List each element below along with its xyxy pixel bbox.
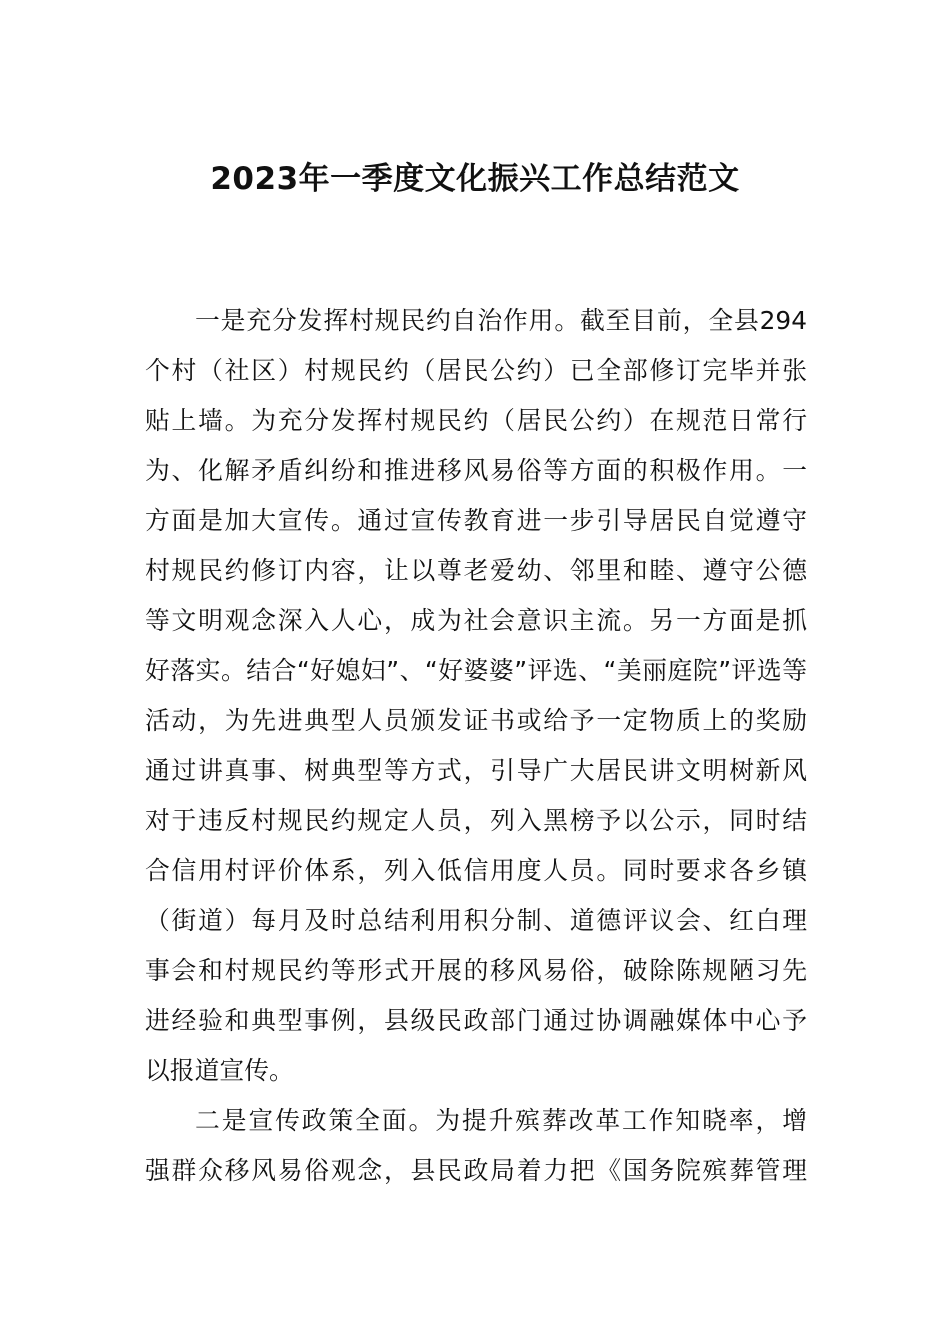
paragraph-line: 二是宣传政策全面。为提升殡葬改革工作知晓率，增: [195, 1106, 807, 1135]
paragraph-line: 等文明观念深入人心，成为社会意识主流。另一方面是抓: [145, 606, 807, 635]
paragraph-line: 事会和村规民约等形式开展的移风易俗，破除陈规陋习先: [145, 956, 807, 985]
paragraph-line: 为、化解矛盾纠纷和推进移风易俗等方面的积极作用。一: [145, 456, 807, 485]
document-title: 2023年一季度文化振兴工作总结范文: [210, 161, 740, 197]
paragraph-line: 一是充分发挥村规民约自治作用。截至目前，全县294: [195, 306, 807, 335]
paragraph-line: 贴上墙。为充分发挥村规民约（居民公约）在规范日常行: [145, 406, 807, 435]
paragraph-line: 以报道宣传。: [145, 1056, 294, 1085]
paragraph-line: 好落实。结合“好媳妇”、“好婆婆”评选、“美丽庭院”评选等: [145, 656, 807, 685]
paragraph-line: 对于违反村规民约规定人员，列入黑榜予以公示，同时结: [145, 806, 807, 835]
paragraph-1: [145, 296, 807, 1096]
paragraph-line: 个村（社区）村规民约（居民公约）已全部修订完毕并张: [145, 356, 807, 385]
paragraph-line: （街道）每月及时总结利用积分制、道德评议会、红白理: [145, 906, 807, 935]
document-body: [145, 296, 807, 1196]
paragraph-line: 通过讲真事、树典型等方式，引导广大居民讲文明树新风: [145, 756, 807, 785]
paragraph-line: 强群众移风易俗观念，县民政局着力把《国务院殡葬管理: [145, 1156, 807, 1185]
paragraph-2: [145, 1096, 807, 1196]
paragraph-line: 方面是加大宣传。通过宣传教育进一步引导居民自觉遵守: [145, 506, 807, 535]
paragraph-line: 进经验和典型事例，县级民政部门通过协调融媒体中心予: [145, 1006, 807, 1035]
paragraph-line: 活动，为先进典型人员颁发证书或给予一定物质上的奖励: [145, 706, 807, 735]
paragraph-line: 合信用村评价体系，列入低信用度人员。同时要求各乡镇: [145, 856, 807, 885]
paragraph-line: 村规民约修订内容，让以尊老爱幼、邻里和睦、遵守公德: [145, 556, 807, 585]
